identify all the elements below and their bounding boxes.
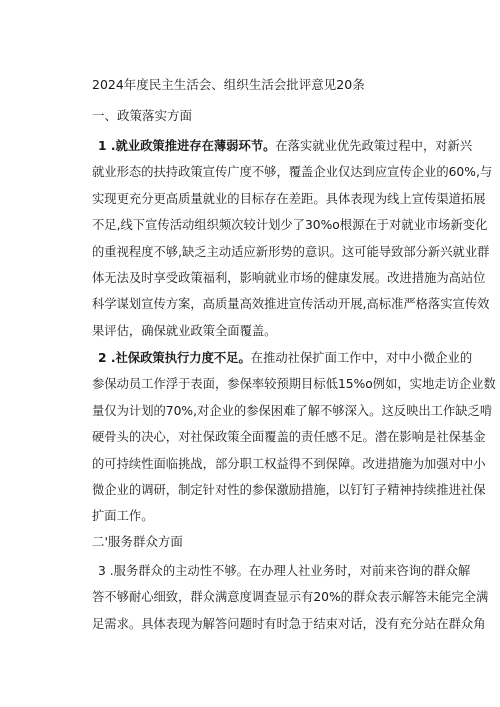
paragraph-line: 的可持续性面临挑战，部分职工权益得不到保障。改进措施为加强对中小: [92, 456, 486, 471]
item-text: 在办理人社业务时，对前来咨询的群众解: [248, 564, 471, 578]
paragraph-line: 参保动员工作浮于表面，参保率较预期目标低15%o例如，实地走访企业数: [92, 377, 496, 392]
paragraph-line: 果评估，确保就业政策全面覆盖。: [92, 323, 277, 338]
document-title: 2024年度民主生活会、组织生活会批评意见20条: [92, 77, 365, 92]
paragraph-line: 量仅为计划的70%,对企业的参保困难了解不够深入。这反映出工作缺乏啃: [92, 403, 493, 418]
paragraph-line: 体无法及时享受政策福利，影响就业市场的健康发展。改进措施为高站位: [92, 270, 486, 285]
paragraph-line: 就业形态的扶持政策宣传广度不够，覆盖企业仅达到应宣传企业的60%,与: [92, 165, 493, 180]
paragraph-line: [92, 133, 473, 159]
paragraph-item-1: [92, 133, 493, 344]
section-heading-policy: 一、政策落实方面: [92, 108, 193, 123]
item-lead: 1 .就业政策推进存在薄弱环节。: [98, 139, 276, 153]
item-text: 在推动社保扩面工作中，对中小微企业的: [250, 351, 473, 365]
item-lead: 3 .服务群众的主动性不够。: [98, 564, 249, 578]
paragraph-line: 的重视程度不够,缺乏主动适应新形势的意识。这可能导致部分新兴就业群: [92, 244, 490, 259]
paragraph-line: 答不够耐心细致，群众满意度调查显示有20%的群众表示解答未能完全满: [92, 590, 489, 605]
item-text: 在落实就业优先政策过程中，对新兴: [275, 139, 473, 153]
paragraph-line: 微企业的调研，制定针对性的参保激励措施，以钉钉子精神持续推进社保: [92, 482, 486, 497]
paragraph-line: 科学谋划宣传方案，高质量高效推进宣传活动开展,高标准严格落实宣传效: [92, 297, 490, 312]
paragraph-line: 实现更充分更高质量就业的目标存在差距。具体表现为线上宣传渠道拓展: [92, 191, 486, 206]
item-lead: 2 .社保政策执行力度不足。: [98, 351, 251, 365]
paragraph-item-2: [92, 345, 496, 530]
paragraph-line: [92, 345, 473, 371]
paragraph-line: 足需求。具体表现为解答问题时有时急于结束对话，没有充分站在群众角: [92, 616, 486, 631]
paragraph-line: 不足,线下宣传活动组织频次较计划少了30%o根源在于对就业市场新变化: [92, 218, 488, 233]
paragraph-item-3: [92, 558, 489, 637]
paragraph-line: 扩面工作。: [92, 509, 154, 524]
section-heading-service: 二'服务群众方面: [92, 534, 183, 549]
paragraph-line: 硬骨头的决心，对社保政策全面覆盖的责任感不足。潜在影响是社保基金: [92, 430, 486, 445]
paragraph-line: [92, 558, 471, 584]
